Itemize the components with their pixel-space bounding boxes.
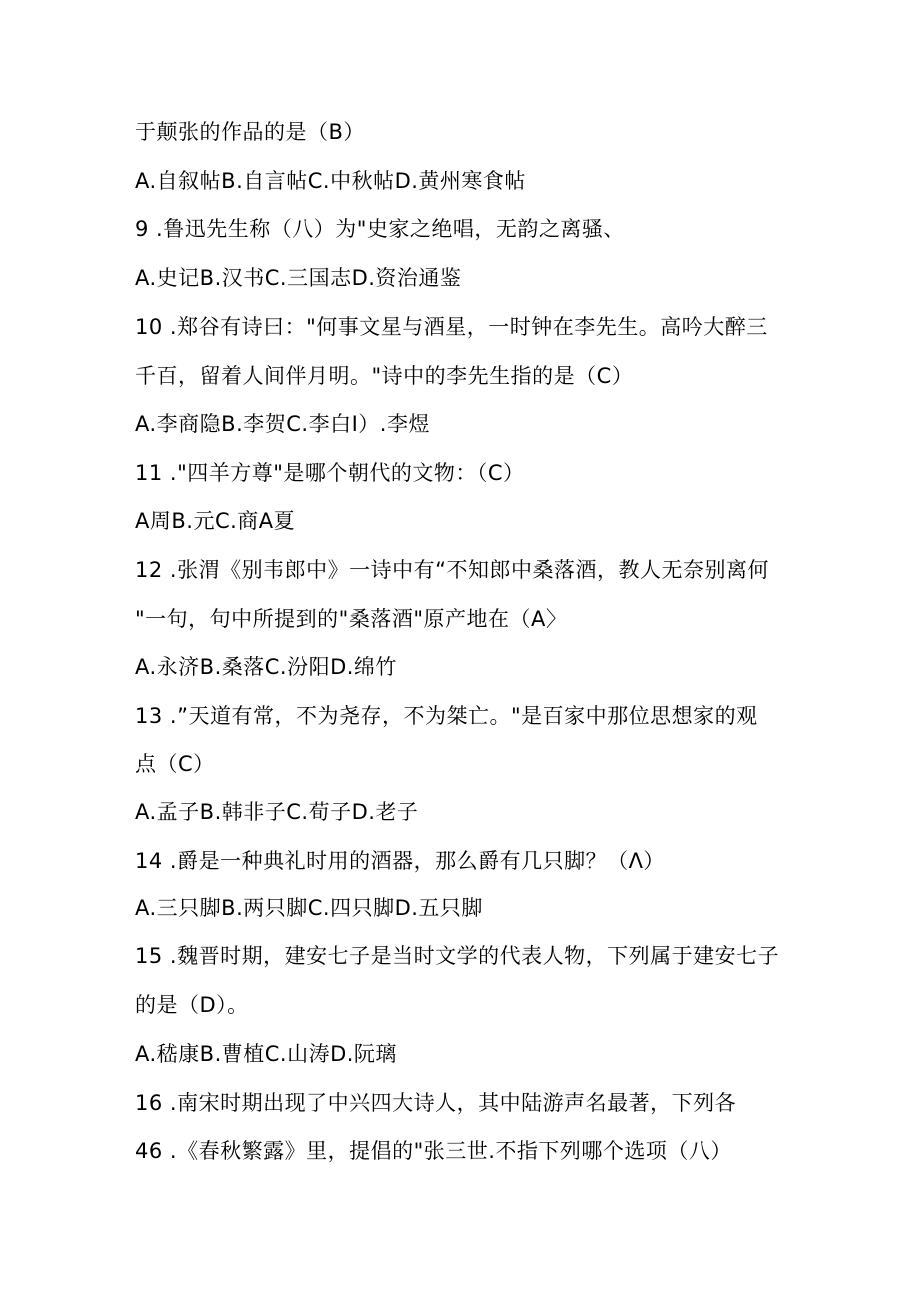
question-14: 14 .爵是一种典礼时用的酒器，那么爵有几只脚？（Λ） [135,849,665,873]
answer-options-9: A.史记B.汉书C.三国志D.资治通鉴 [135,266,462,290]
answer-options-13: A.孟子B.韩非子C.荀子D.老子 [135,800,419,824]
question-10-line-2: 千百，留着人间伴月明。"诗中的李先生指的是（C） [135,364,634,388]
question-9: 9 .鲁迅先生称（八）为"史家之绝唱，无韵之离骚、 [135,217,625,241]
answer-options-11: A周B.元C.商A夏 [135,509,296,533]
answer-options-14: A.三只脚B.两只脚C.四只脚D.五只脚 [135,896,483,920]
question-15-line-1: 15 .魏晋时期，建安七子是当时文学的代表人物，下列属于建安七子 [135,944,780,968]
question-12-line-1: 12 .张渭《别韦郎中》一诗中有“不知郎中桑落酒，教人无奈别离何 [135,558,769,582]
question-16: 16 .南宋时期出现了中兴四大诗人，其中陆游声名最著，下列各 [135,1091,737,1115]
answer-options-15: A.嵇康B.曹植C.山涛D.阮璃 [135,1042,397,1066]
question-11: 11 ."四羊方尊"是哪个朝代的文物：（C） [135,461,525,485]
question-12-line-2: "一句，句中所提到的"桑落酒"原产地在（A〉 [135,607,568,631]
question-15-line-2: 的是（D）。 [135,993,249,1017]
question-46: 46 .《春秋繁露》里，提倡的"张三世.不指下列哪个选项（八） [135,1139,732,1163]
answer-options-12: A.永济B.桑落C.汾阳D.绵竹 [135,655,397,679]
question-13-line-2: 点（C） [135,752,215,776]
text-line-1: 于颠张的作品的是（B） [135,120,365,144]
question-10-line-1: 10 .郑谷有诗曰："何事文星与酒星，一时钟在李先生。高吟大醉三 [135,315,768,339]
answer-options-8: A.自叙帖B.自言帖C.中秋帖D.黄州寒食帖 [135,169,526,193]
answer-options-10: A.李商隐B.李贺C.李白I）.李煜 [135,412,430,436]
question-13-line-1: 13 .”天道有常，不为尧存，不为桀亡。"是百家中那位思想家的观 [135,704,758,728]
